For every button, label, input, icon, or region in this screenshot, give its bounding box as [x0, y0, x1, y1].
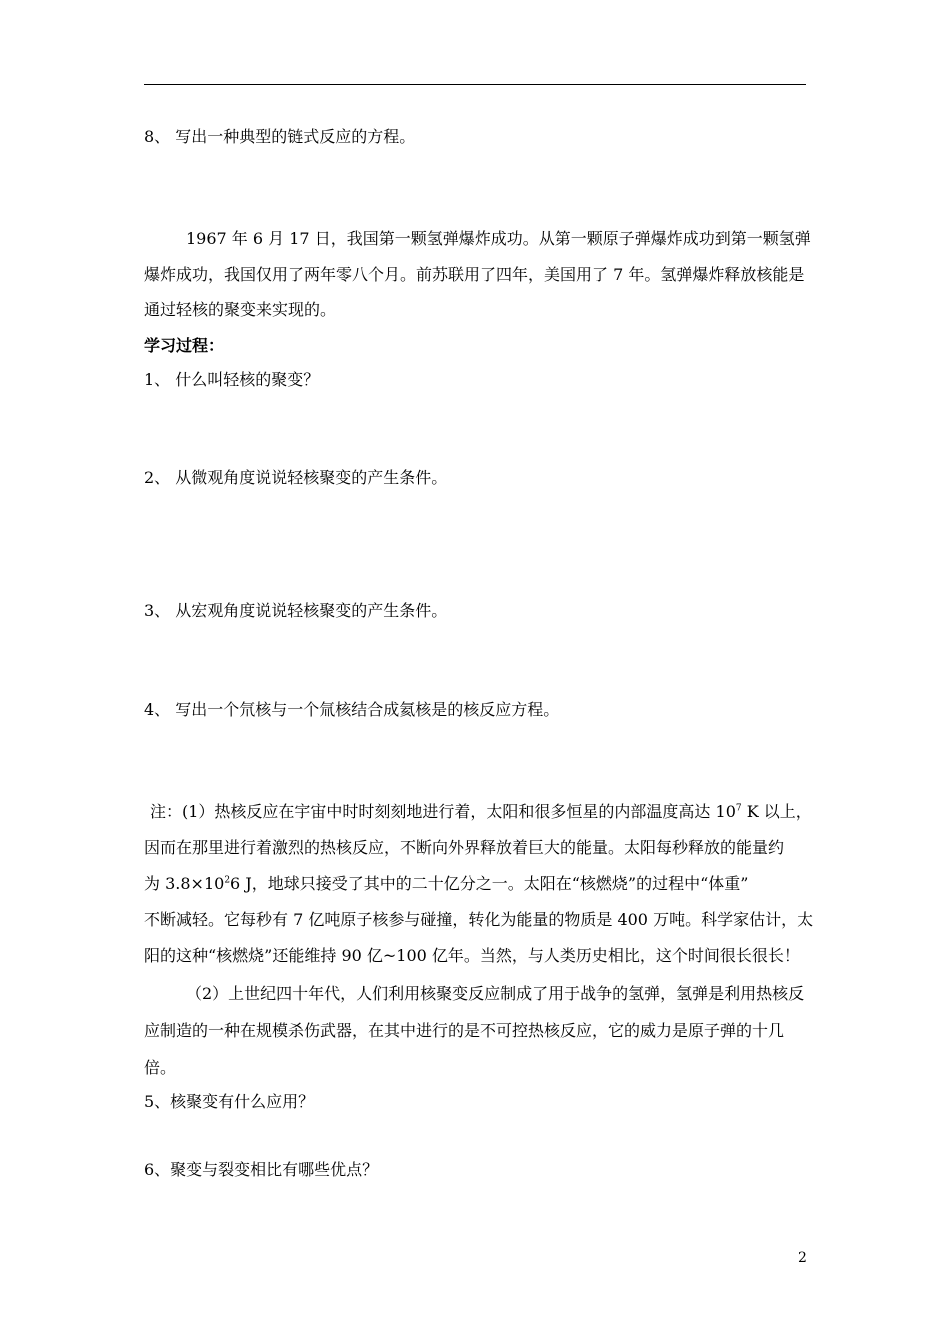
note-1-line-3: 为 $3.8\times 10^26$ J，地球只接受了其中的二十亿分之一。太阳在“核燃烧”的过程中“体重”: [144, 874, 749, 893]
question-5: 5、核聚变有什么应用？: [144, 1092, 315, 1111]
question-3: 3、 从宏观角度说说轻核聚变的产生条件。: [144, 601, 448, 620]
exponent: 7: [735, 803, 742, 814]
question-6: 6、聚变与裂变相比有哪些优点？: [144, 1160, 379, 1179]
header-rule: [144, 84, 806, 85]
section-heading: 学习过程：: [144, 336, 225, 355]
note-1-line-2: 因而在那里进行着激烈的热核反应，不断向外界释放着巨大的能量。太阳每秒释放的能量约: [144, 838, 785, 857]
note-2-line-2: 应制造的一种在规模杀伤武器，在其中进行的是不可控热核反应，它的威力是原子弹的十几: [144, 1021, 785, 1040]
note-2-line-3: 倍。: [144, 1058, 177, 1077]
intro-line-2: 爆炸成功，我国仅用了两年零八个月。前苏联用了四年，美国用了 7 年。氢弹爆炸释放核能是: [144, 265, 805, 284]
note-1-line-4: 不断减轻。它每秒有 7 亿吨原子核参与碰撞，转化为能量的物质是 400 万吨。科学家估计，太: [144, 910, 814, 929]
note-2-line-1: （2）上世纪四十年代，人们利用核聚变反应制成了用于战争的氢弹，氢弹是利用热核反: [186, 984, 805, 1003]
note-1-line-5: 阳的这种“核燃烧”还能维持 90 亿~100 亿年。当然，与人类历史相比，这个时间很长很长！: [144, 946, 800, 965]
exponent: 2: [224, 875, 231, 886]
note-1-line-1: 注：(1）热核反应在宇宙中时时刻刻地进行着，太阳和很多恒星的内部温度高达 $10^7$ K 以上，: [150, 802, 812, 821]
question-1: 1、 什么叫轻核的聚变？: [144, 370, 320, 389]
intro-line-1: 1967 年 6 月 17 日，我国第一颗氢弹爆炸成功。从第一颗原子弹爆炸成功到第一颗氢弹: [186, 229, 811, 248]
question-8: 8、 写出一种典型的链式反应的方程。: [144, 127, 416, 146]
intro-line-3: 通过轻核的聚变来实现的。: [144, 300, 337, 319]
question-4: 4、 写出一个氘核与一个氚核结合成氦核是的核反应方程。: [144, 700, 560, 719]
page-number: 2: [798, 1250, 807, 1266]
question-2: 2、 从微观角度说说轻核聚变的产生条件。: [144, 468, 448, 487]
